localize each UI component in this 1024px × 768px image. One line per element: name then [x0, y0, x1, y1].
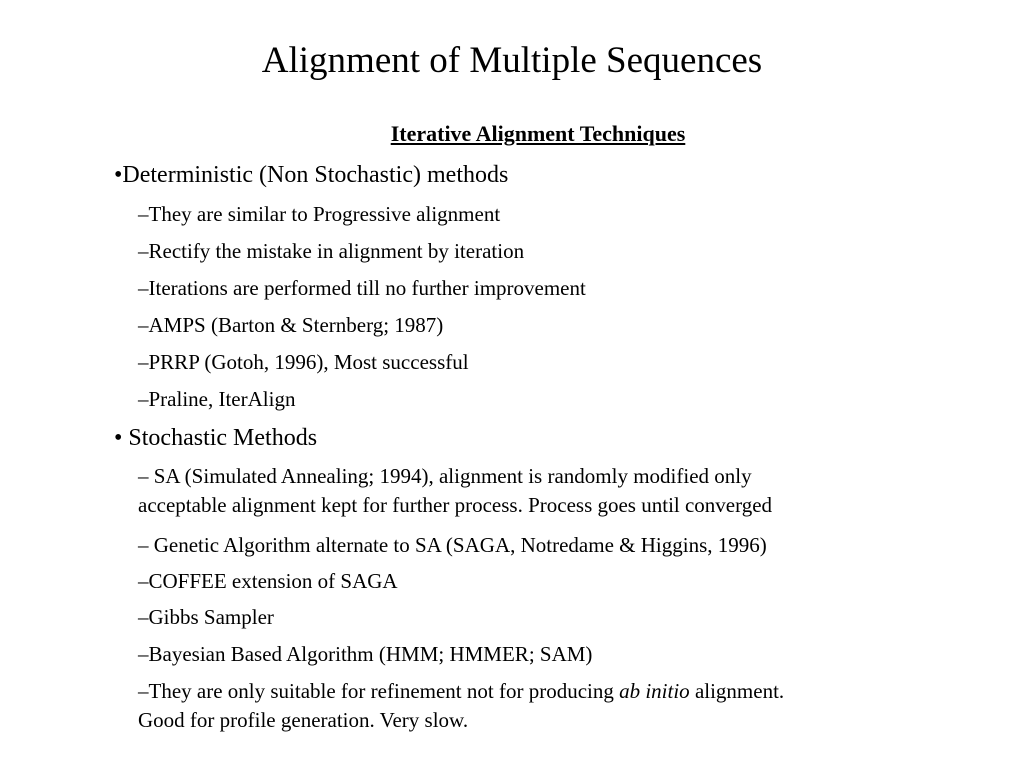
- list-item: –COFFEE extension of SAGA: [138, 569, 398, 593]
- bullet-stochastic: • Stochastic Methods: [114, 425, 318, 451]
- slide-title: Alignment of Multiple Sequences: [261, 40, 763, 81]
- sa-line-2: acceptable alignment kept for further process. Process goes until converged: [138, 493, 773, 517]
- section-heading: Iterative Alignment Techniques: [390, 121, 686, 146]
- sa-line-1: – SA (Simulated Annealing; 1994), alignment is randomly modified only: [138, 464, 752, 488]
- list-item: –PRRP (Gotoh, 1996), Most successful: [138, 350, 469, 374]
- bullet-deterministic: •Deterministic (Non Stochastic) methods: [114, 162, 509, 188]
- last-line-1: [138, 677, 958, 706]
- list-item: –Gibbs Sampler: [138, 605, 274, 629]
- list-item-last: [138, 677, 958, 735]
- list-item: –Bayesian Based Algorithm (HMM; HMMER; SAM): [138, 642, 593, 666]
- last-line-1-end: alignment.: [689, 679, 785, 703]
- list-item: –Iterations are performed till no further improvement: [138, 276, 586, 300]
- list-item: –Rectify the mistake in alignment by iteration: [138, 239, 525, 263]
- last-line-2: Good for profile generation. Very slow.: [138, 708, 469, 732]
- list-item: – Genetic Algorithm alternate to SA (SAGA, Notredame & Higgins, 1996): [138, 533, 767, 557]
- list-item: –AMPS (Barton & Sternberg; 1987): [138, 313, 444, 337]
- list-item: –Praline, IterAlign: [138, 387, 296, 411]
- list-item-sa: [138, 462, 958, 520]
- ab-initio-italic: ab initio: [619, 679, 690, 703]
- last-line-1-start: –They are only suitable for refinement not for producing: [138, 679, 620, 703]
- list-item: –They are similar to Progressive alignment: [138, 202, 501, 226]
